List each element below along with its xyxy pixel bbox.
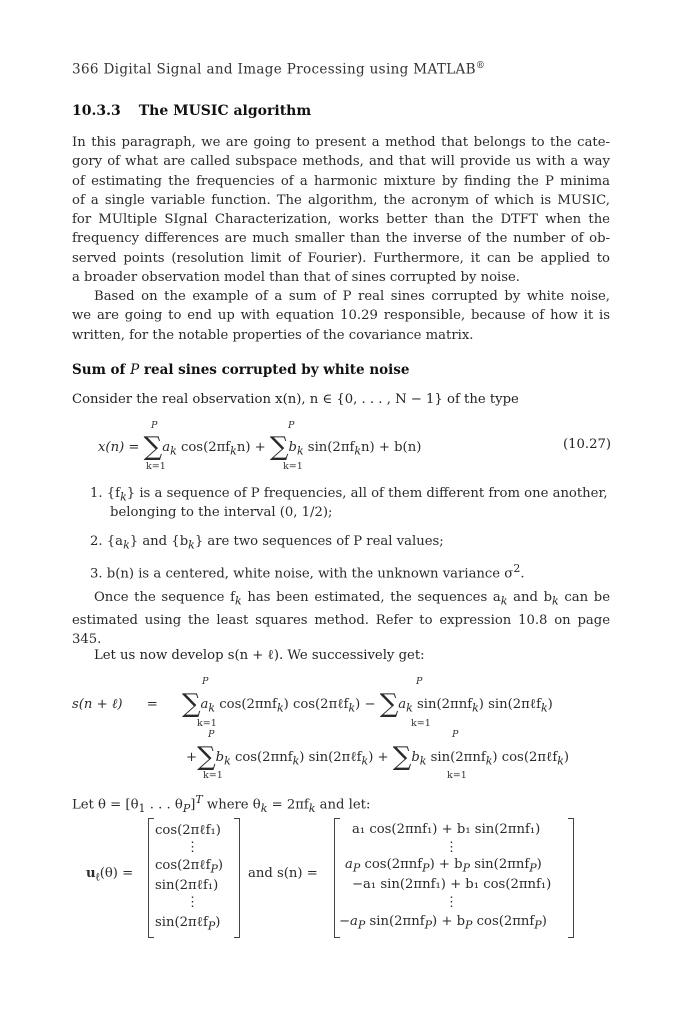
intro-line: In this paragraph, we are going to present a method that belongs to the cate- xyxy=(72,135,610,150)
intro-line: of a single variable function. The algorithm, the acronym of which is MUSIC, xyxy=(72,192,610,208)
let-theta-text: Let $\theta = [\theta_1$ . . . $\theta_P]^T$ where $\theta_k = 2\pi f_k$ and let: xyxy=(72,793,371,816)
right-bracket xyxy=(234,818,240,938)
section-title: The MUSIC algorithm xyxy=(138,103,312,119)
equation-s-line1: s(n + ℓ) = $\sum a_k$ cos(2πnf$_k$) cos(2πℓf$_k$) − $\sum a_k$ sin(2πnf$_k$) sin(2πℓf$_k$) xyxy=(72,689,553,719)
section-heading xyxy=(72,103,311,119)
consider-text: Consider the real observation x(n), n ∈ {0, . . . , N − 1} of the type xyxy=(72,392,519,407)
registered-mark: ® xyxy=(475,61,486,71)
based-line: Based on the example of a sum of P real sines corrupted by white noise, xyxy=(94,289,610,304)
s-row-dots: ⋮ xyxy=(445,840,459,855)
sum-upper: P xyxy=(288,420,295,431)
and-s-text: and s(n) = xyxy=(248,866,318,881)
intro-line: for MUltiple SIgnal Characterization, works better than the DTFT when the xyxy=(72,212,610,228)
s-row-dots: ⋮ xyxy=(445,895,459,910)
sum-lower: k=1 xyxy=(411,718,431,729)
based-line: written, for the notable properties of the covariance matrix. xyxy=(72,327,474,343)
list-item: 2. $\{a_k\}$ and $\{b_k\}$ are two sequences of P real values; xyxy=(90,534,444,552)
intro-paragraph xyxy=(72,133,610,287)
sum-upper: P xyxy=(452,729,459,740)
equation-10-27: $x(n) = \sum a_k$ $\cos(2\pi f_kn) + \sum b_k$ $\sin(2\pi f_kn) + b(n)$ xyxy=(98,432,422,462)
subsection-heading: Sum of P real sines corrupted by white noise xyxy=(72,362,410,378)
intro-line: a broader observation model than that of sines corrupted by noise. xyxy=(72,270,521,286)
intro-line: gory of what are called subspace methods, and that will provide us with a way xyxy=(72,154,610,170)
left-bracket xyxy=(148,818,154,938)
u-row: cos(2πℓf₁) xyxy=(155,823,221,838)
sum-lower: k=1 xyxy=(447,770,467,781)
equation-label: (10.27) xyxy=(563,437,612,452)
equation-s-line2: $+\sum b_k$ cos(2πnf$_k$) sin(2πℓf$_k$) + $\sum b_k$ sin(2πnf$_k$) cos(2πℓf$_k$) xyxy=(186,742,570,772)
u-row-dots: ⋮ xyxy=(186,895,200,910)
s-row: $a_P$ $\cos(2\pi nf_P) + b_P$ sin(2πnf$_P$) xyxy=(345,857,542,875)
u-row: sin(2πℓf$_P$) xyxy=(155,915,221,933)
sum-upper: P xyxy=(208,729,215,740)
right-bracket xyxy=(568,818,574,938)
u-row: sin(2πℓf₁) xyxy=(155,878,219,893)
based-paragraph xyxy=(72,287,610,345)
s-row: −a₁ sin(2πnf₁) + b₁ cos(2πnf₁) xyxy=(352,877,552,892)
list-item: 3. b(n) is a centered, white noise, with the unknown variance $\sigma^2$. xyxy=(90,562,525,582)
page-number: 366 xyxy=(72,61,99,78)
sum-lower: k=1 xyxy=(203,770,223,781)
s-row: $-a_P$ $\sin(2\pi nf_P) + b_P$ cos(2πnf$_P$) xyxy=(339,914,547,932)
intro-line: frequency differences are much smaller than the inverse of the number of ob- xyxy=(72,231,610,247)
sum-lower: k=1 xyxy=(197,718,217,729)
book-title: Digital Signal and Image Processing using MATLAB xyxy=(103,61,476,78)
sum-upper: P xyxy=(151,420,158,431)
develop-text: Let us now develop s(n + ℓ). We successively get: xyxy=(94,648,425,663)
u-row-dots: ⋮ xyxy=(186,840,200,855)
intro-line: of estimating the frequencies of a harmonic mixture by finding the P minima xyxy=(72,173,610,189)
list-item: 1. $\{f_k\}$ is a sequence of P frequencies, all of them different from one another, xyxy=(90,486,608,504)
sum-upper: P xyxy=(416,676,423,687)
sum-upper: P xyxy=(202,676,209,687)
section-number: 10.3.3 xyxy=(72,103,121,119)
based-line: we are going to end up with equation 10.29 responsible, because of how it is xyxy=(72,308,610,324)
u-vector-lhs: $u_\ell(\theta)$ = xyxy=(86,866,134,884)
intro-line: served points (resolution limit of Fourier). Furthermore, it can be applied to xyxy=(72,250,610,266)
s-row: a₁ cos(2πnf₁) + b₁ sin(2πnf₁) xyxy=(352,822,541,837)
u-row: cos(2πℓf$_P$) xyxy=(155,858,224,876)
once-paragraph: Once the sequence $f_k$ has been estimated, the sequences $a_k$ and $b_k$ can be estimated using the least squares method. Refer to expression 10.8 on page 345. xyxy=(72,590,611,648)
sum-lower: k=1 xyxy=(146,461,166,472)
sum-lower: k=1 xyxy=(283,461,303,472)
list-item-cont: belonging to the interval (0, 1/2); xyxy=(110,505,333,520)
running-header xyxy=(72,61,485,78)
